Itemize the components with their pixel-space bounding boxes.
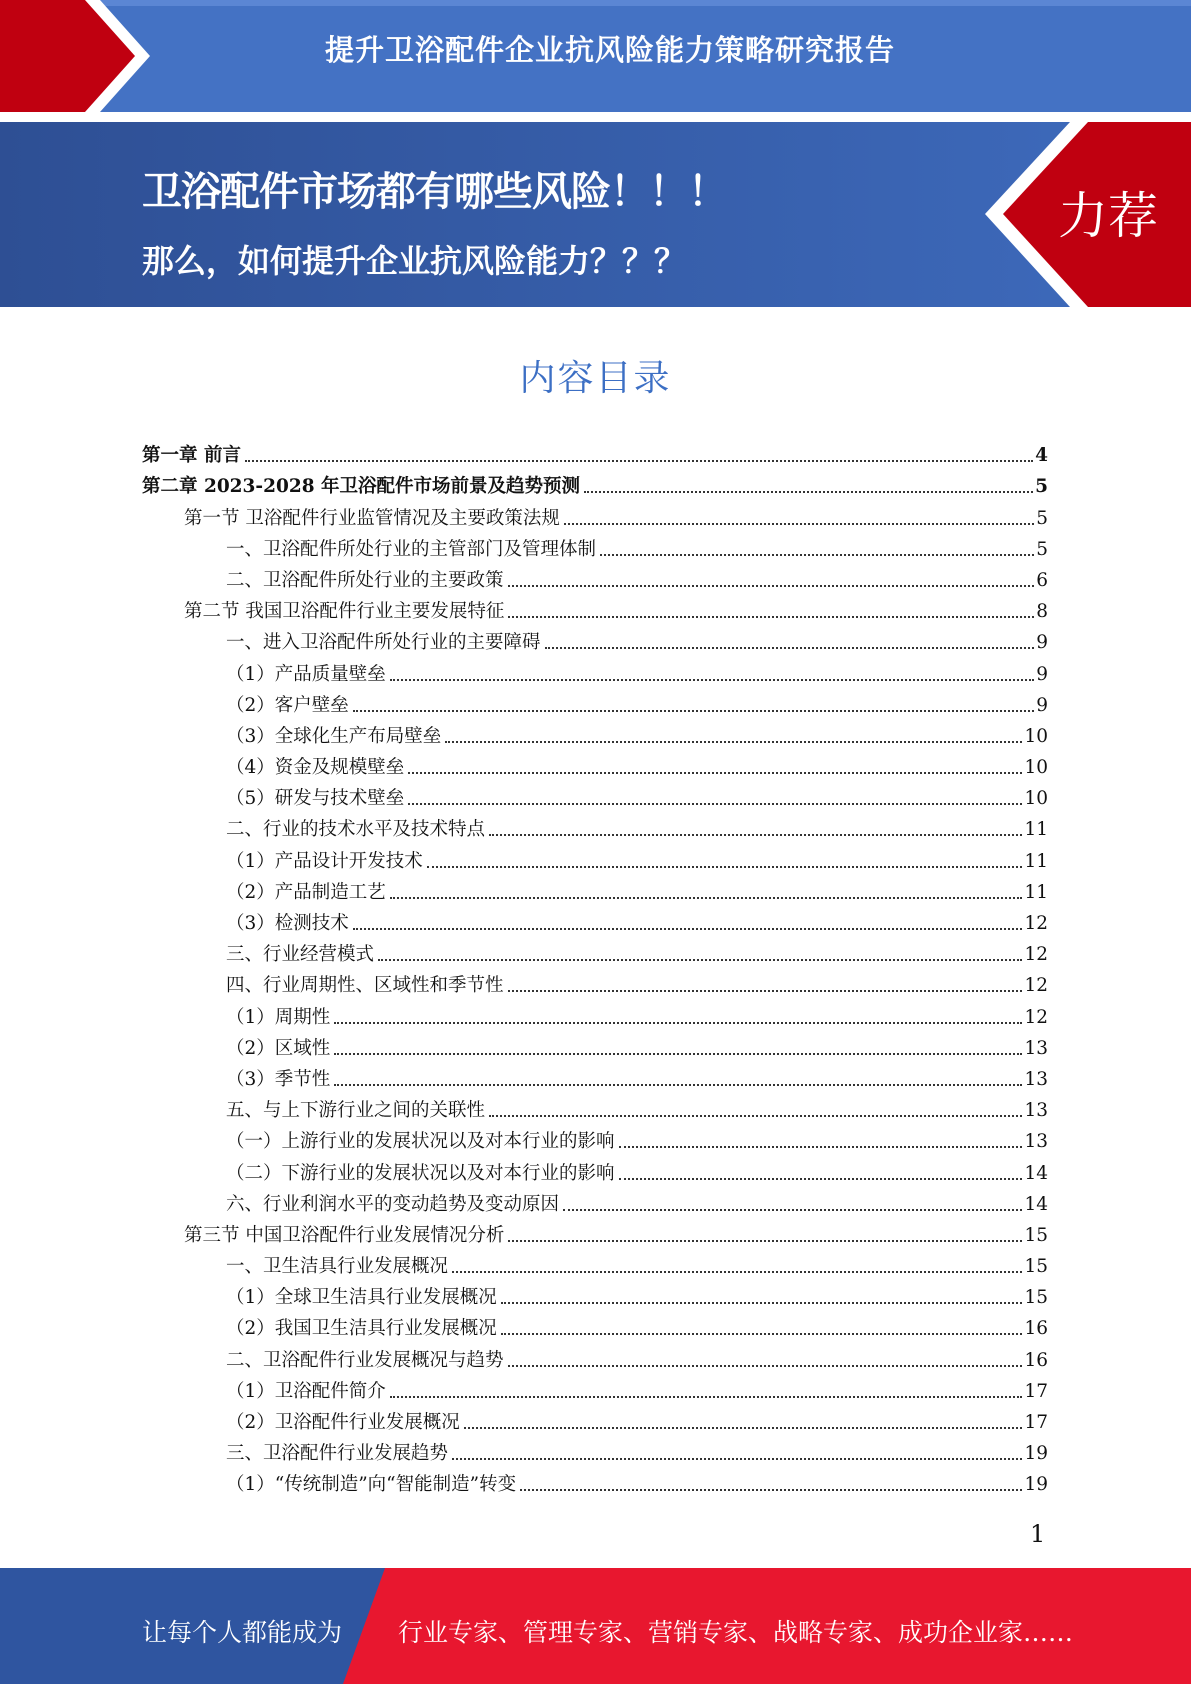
toc-entry-label: （1）卫浴配件简介 xyxy=(226,1380,386,1402)
toc-entry-page: 19 xyxy=(1024,1443,1048,1465)
toc-entry[interactable] xyxy=(142,1310,1048,1341)
toc-entry-page: 9 xyxy=(1036,632,1048,654)
toc-dot-leader xyxy=(501,1333,1023,1335)
toc-entry[interactable] xyxy=(142,1186,1048,1217)
toc-entry-page: 12 xyxy=(1024,913,1048,934)
toc-dot-leader xyxy=(619,1146,1023,1148)
toc-entry-page: 6 xyxy=(1036,569,1048,591)
toc-entry[interactable] xyxy=(142,1373,1048,1404)
toc-dot-leader xyxy=(489,1115,1022,1117)
toc-entry-page: 8 xyxy=(1036,601,1048,623)
toc-entry-page: 5 xyxy=(1036,538,1048,560)
table-of-contents xyxy=(142,437,1048,1497)
toc-dot-leader xyxy=(334,1022,1022,1024)
toc-entry[interactable] xyxy=(142,531,1048,562)
toc-dot-leader xyxy=(619,1178,1023,1180)
toc-dot-leader xyxy=(508,585,1035,587)
toc-entry[interactable] xyxy=(142,1030,1048,1061)
headline-risks: 卫浴配件市场都有哪些风险！！！ xyxy=(142,169,727,215)
toc-entry-label: （1）“传统制造”向“智能制造”转变 xyxy=(226,1474,517,1496)
toc-dot-leader xyxy=(600,554,1034,556)
toc-entry[interactable] xyxy=(142,842,1048,873)
toc-entry[interactable] xyxy=(142,874,1048,905)
toc-entry-page: 4 xyxy=(1035,445,1048,467)
toc-entry-label: （1）产品质量壁垒 xyxy=(226,663,386,685)
toc-entry-label: 第一节 卫浴配件行业监管情况及主要政策法规 xyxy=(184,507,560,529)
toc-dot-leader xyxy=(464,1427,1023,1429)
toc-entry-page: 5 xyxy=(1035,476,1048,498)
toc-entry-label: 二、行业的技术水平及技术特点 xyxy=(226,819,486,841)
toc-dot-leader xyxy=(245,460,1033,462)
toc-entry[interactable] xyxy=(142,811,1048,842)
page-number: 1 xyxy=(1030,1520,1046,1548)
toc-entry-label: 五、与上下游行业之间的关联性 xyxy=(226,1100,486,1122)
toc-dot-leader xyxy=(334,1053,1022,1055)
toc-dot-leader xyxy=(563,1209,1022,1211)
toc-dot-leader xyxy=(390,897,1023,899)
toc-entry-label: 二、卫浴配件所处行业的主要政策 xyxy=(226,569,504,591)
toc-entry[interactable] xyxy=(142,1341,1048,1372)
toc-entry[interactable] xyxy=(142,749,1048,780)
toc-entry-label: （2）区域性 xyxy=(226,1037,331,1059)
toc-entry-page: 14 xyxy=(1024,1193,1048,1215)
toc-entry-page: 15 xyxy=(1024,1224,1048,1246)
toc-entry-label: （2）产品制造工艺 xyxy=(226,881,386,903)
toc-entry[interactable] xyxy=(142,687,1048,718)
toc-entry-label: 三、行业经营模式 xyxy=(226,944,375,966)
toc-entry-label: 第二章 2023-2028 年卫浴配件市场前景及趋势预测 xyxy=(142,476,581,498)
toc-heading: 内容目录 xyxy=(519,358,672,399)
toc-entry-page: 13 xyxy=(1024,1131,1048,1153)
report-title: 提升卫浴配件企业抗风险能力策略研究报告 xyxy=(324,33,895,67)
toc-entry-label: （4）资金及规模壁垒 xyxy=(226,757,405,779)
toc-entry[interactable] xyxy=(142,437,1048,468)
toc-entry-label: （3）季节性 xyxy=(226,1068,331,1090)
toc-entry[interactable] xyxy=(142,1061,1048,1092)
toc-dot-leader xyxy=(452,1458,1022,1460)
toc-entry-page: 13 xyxy=(1024,1068,1048,1090)
toc-entry-label: 四、行业周期性、区域性和季节性 xyxy=(226,975,504,997)
toc-entry-page: 15 xyxy=(1024,1256,1048,1278)
footer-slogan-left: 让每个人都能成为 xyxy=(142,1618,343,1647)
toc-entry-label: 二、卫浴配件行业发展概况与趋势 xyxy=(226,1349,504,1371)
toc-entry[interactable] xyxy=(142,499,1048,530)
toc-entry-page: 17 xyxy=(1024,1380,1048,1402)
toc-entry-label: （5）研发与技术壁垒 xyxy=(226,788,405,810)
toc-entry[interactable] xyxy=(142,967,1048,998)
toc-entry[interactable] xyxy=(142,718,1048,749)
toc-entry-page: 17 xyxy=(1024,1412,1048,1433)
toc-entry[interactable] xyxy=(142,1248,1048,1279)
toc-entry[interactable] xyxy=(142,1435,1048,1466)
toc-entry-label: （2）客户壁垒 xyxy=(226,694,349,716)
toc-entry-label: （二）下游行业的发展状况以及对本行业的影响 xyxy=(226,1162,615,1184)
toc-entry-page: 9 xyxy=(1036,663,1048,685)
toc-entry-page: 5 xyxy=(1036,507,1048,529)
toc-entry-label: （1）周期性 xyxy=(226,1006,331,1028)
toc-entry-page: 11 xyxy=(1024,881,1048,903)
toc-entry-page: 11 xyxy=(1024,850,1048,872)
toc-entry[interactable] xyxy=(142,1092,1048,1123)
toc-entry-page: 13 xyxy=(1024,1037,1048,1059)
recommend-badge: 力荐 xyxy=(1058,187,1158,245)
toc-entry-label: （3）检测技术 xyxy=(226,913,349,934)
toc-dot-leader xyxy=(334,1084,1022,1086)
toc-entry-label: 第二节 我国卫浴配件行业主要发展特征 xyxy=(184,601,505,623)
toc-entry[interactable] xyxy=(142,655,1048,686)
toc-dot-leader xyxy=(508,616,1034,618)
toc-entry-page: 12 xyxy=(1024,1006,1048,1028)
toc-entry[interactable] xyxy=(142,780,1048,811)
toc-entry-page: 19 xyxy=(1024,1474,1048,1496)
toc-entry-label: （3）全球化生产布局壁垒 xyxy=(226,725,442,747)
toc-entry-label: （1）全球卫生洁具行业发展概况 xyxy=(226,1287,497,1309)
toc-entry-label: （1）产品设计开发技术 xyxy=(226,850,423,872)
toc-entry-page: 16 xyxy=(1024,1318,1048,1340)
toc-entry-label: 六、行业利润水平的变动趋势及变动原因 xyxy=(226,1193,560,1215)
toc-entry[interactable] xyxy=(142,624,1048,655)
toc-dot-leader xyxy=(408,772,1022,774)
toc-entry-page: 13 xyxy=(1024,1100,1048,1122)
toc-entry-label: （2）卫浴配件行业发展概况 xyxy=(226,1412,460,1433)
toc-entry-label: （一）上游行业的发展状况以及对本行业的影响 xyxy=(226,1131,615,1153)
toc-dot-leader xyxy=(452,1271,1022,1273)
toc-dot-leader xyxy=(501,1302,1023,1304)
toc-entry-label: 一、卫生洁具行业发展概况 xyxy=(226,1256,449,1278)
toc-dot-leader xyxy=(408,803,1022,805)
toc-dot-leader xyxy=(390,679,1034,681)
toc-entry-page: 12 xyxy=(1024,944,1048,966)
toc-entry[interactable] xyxy=(142,562,1048,593)
toc-dot-leader xyxy=(508,1240,1022,1242)
toc-dot-leader xyxy=(508,1365,1023,1367)
toc-entry[interactable] xyxy=(142,468,1048,499)
toc-entry[interactable] xyxy=(142,1404,1048,1435)
toc-dot-leader xyxy=(584,491,1033,493)
toc-entry-page: 10 xyxy=(1024,788,1048,810)
toc-dot-leader xyxy=(445,741,1022,743)
toc-dot-leader xyxy=(378,959,1022,961)
toc-entry-label: 一、进入卫浴配件所处行业的主要障碍 xyxy=(226,632,541,654)
toc-entry[interactable] xyxy=(142,1466,1048,1497)
toc-entry[interactable] xyxy=(142,1123,1048,1154)
toc-entry-page: 11 xyxy=(1024,819,1048,841)
toc-entry-page: 16 xyxy=(1024,1349,1048,1371)
toc-dot-leader xyxy=(427,866,1023,868)
toc-dot-leader xyxy=(353,928,1023,930)
toc-entry-page: 10 xyxy=(1024,725,1048,747)
toc-entry[interactable] xyxy=(142,593,1048,624)
toc-entry-page: 12 xyxy=(1024,975,1048,997)
toc-entry[interactable] xyxy=(142,1217,1048,1248)
toc-entry-page: 14 xyxy=(1024,1162,1048,1184)
headline-question: 那么，如何提升企业抗风险能力？？？ xyxy=(142,242,687,280)
toc-entry-page: 15 xyxy=(1024,1287,1048,1309)
toc-entry[interactable] xyxy=(142,998,1048,1029)
toc-dot-leader xyxy=(520,1489,1022,1491)
toc-entry-label: 一、卫浴配件所处行业的主管部门及管理体制 xyxy=(226,538,597,560)
toc-dot-leader xyxy=(353,710,1034,712)
toc-entry-page: 9 xyxy=(1036,694,1048,716)
toc-entry-label: 第三节 中国卫浴配件行业发展情况分析 xyxy=(184,1224,505,1246)
toc-entry-label: 第一章 前言 xyxy=(142,445,241,467)
toc-dot-leader xyxy=(564,523,1034,525)
toc-dot-leader xyxy=(390,1396,1023,1398)
toc-entry[interactable] xyxy=(142,936,1048,967)
toc-entry-label: （2）我国卫生洁具行业发展概况 xyxy=(226,1318,497,1340)
footer-slogan-right: 行业专家、管理专家、营销专家、战略专家、成功企业家…… xyxy=(398,1618,1074,1647)
toc-entry[interactable] xyxy=(142,1279,1048,1310)
toc-entry-page: 10 xyxy=(1024,757,1048,779)
toc-dot-leader xyxy=(489,834,1022,836)
toc-entry-label: 三、卫浴配件行业发展趋势 xyxy=(226,1443,449,1465)
toc-entry[interactable] xyxy=(142,905,1048,936)
toc-entry[interactable] xyxy=(142,1154,1048,1185)
toc-dot-leader xyxy=(508,990,1023,992)
toc-dot-leader xyxy=(545,647,1035,649)
